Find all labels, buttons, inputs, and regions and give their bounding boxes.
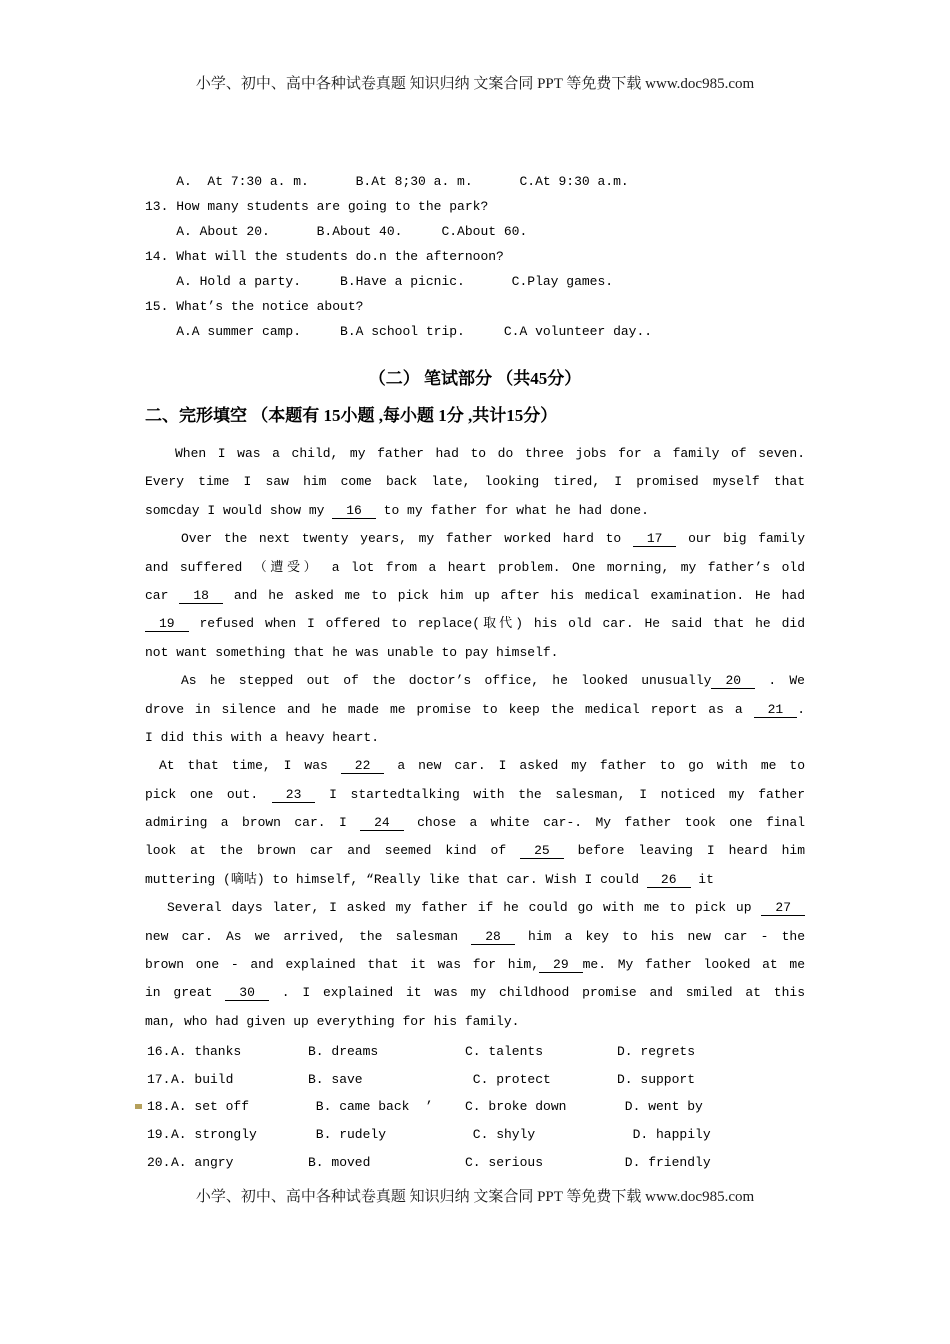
cloze-section-heading: 二、完形填空 （本题有 15小题 ,每小题 1分 ,共计15分）: [145, 406, 558, 425]
option-b: B. rudely: [308, 1126, 387, 1142]
option-number: 20.: [147, 1154, 171, 1170]
passage-line: Every time I saw him come back late, looking tired, I promised myself that: [145, 474, 805, 490]
passage-line: new car. As we arrived, the salesman 28 him a key to his new car - the: [145, 928, 805, 944]
passage-line: muttering (嘀咕) to himself, “Really like that car. Wish I could 26 it: [145, 871, 714, 887]
option-b: B. save: [308, 1071, 363, 1087]
listening-line: A. At 7:30 a. m. B.At 8;30 a. m. C.At 9:30 a.m.: [145, 174, 629, 189]
option-a: A. thanks: [171, 1044, 242, 1060]
option-number: 19.: [147, 1126, 171, 1142]
option-d: D. support: [617, 1071, 696, 1087]
option-row: [147, 1093, 827, 1121]
passage-line: I did this with a heavy heart.: [145, 729, 380, 745]
option-number: 17.: [147, 1071, 171, 1087]
passage-line: man, who had given up everything for his family.: [145, 1013, 520, 1029]
option-c: C. broke down: [465, 1099, 567, 1115]
option-number: 16.: [147, 1044, 171, 1060]
passage-line: not want something that he was unable to pay himself.: [145, 644, 559, 660]
option-c: C. serious: [465, 1154, 544, 1170]
option-b: B. moved: [308, 1154, 371, 1170]
cloze-blank-29: 29: [539, 957, 583, 973]
passage-line: As he stepped out of the doctor’s office, he looked unusually 20 . We: [181, 673, 805, 689]
listening-line: 15. What’s the notice about?: [145, 299, 364, 314]
passage-line: pick one out. 23 I startedtalking with the salesman, I noticed my father: [145, 786, 805, 802]
listening-questions: [145, 169, 950, 344]
cloze-options: [147, 1038, 827, 1176]
listening-line: A.A summer camp. B.A school trip. C.A volunteer day..: [145, 324, 653, 339]
cloze-blank-17: 17: [633, 531, 677, 547]
cloze-blank-16: 16: [332, 503, 376, 519]
passage-line: and suffered （遭受） a lot from a heart problem. One morning, my father’s old: [145, 559, 805, 575]
cloze-blank-25: 25: [520, 843, 564, 859]
option-number: 18.: [147, 1099, 171, 1115]
cloze-blank-18: 18: [179, 588, 223, 604]
passage-line: 19 refused when I offered to replace(取代) his old car. He said that he did: [145, 610, 805, 638]
passage-line: brown one - and explained that it was for him, 29 me. My father looked at me: [145, 957, 805, 973]
footer-watermark: 小学、初中、高中各种试卷真题 知识归纳 文案合同 PPT 等免费下载 www.doc985.com: [195, 1189, 755, 1206]
option-row: [147, 1066, 827, 1094]
option-row: [147, 1038, 827, 1066]
cloze-passage: [145, 440, 805, 1036]
passage-line: car 18 and he asked me to pick him up after his medical examination. He had: [145, 587, 805, 603]
cloze-blank-23: 23: [272, 787, 316, 803]
cloze-blank-24: 24: [360, 815, 404, 831]
option-c: C. protect: [465, 1071, 551, 1087]
cloze-blank-27: 27: [761, 900, 805, 916]
cloze-blank-28: 28: [471, 929, 515, 945]
option-a: A. strongly: [171, 1126, 257, 1142]
option-row: [147, 1149, 827, 1177]
cloze-blank-19: 19: [145, 616, 189, 632]
option-d: D. went by: [617, 1099, 703, 1115]
option-a: A. set off: [171, 1099, 250, 1115]
option-a: A. angry: [171, 1154, 234, 1170]
option-c: C. talents: [465, 1044, 544, 1060]
option-b: B. dreams: [308, 1044, 379, 1060]
passage-line: drove in silence and he made me promise to keep the medical report as a 21 .: [145, 701, 805, 717]
listening-line: A. About 20. B.About 40. C.About 60.: [145, 224, 528, 239]
passage-line: At that time, I was 22 a new car. I asked my father to go with me to: [159, 758, 805, 774]
option-d: D. regrets: [617, 1044, 696, 1060]
option-a: A. build: [171, 1071, 234, 1087]
passage-line: look at the brown car and seemed kind of 25 before leaving I heard him: [145, 843, 805, 859]
option-row: [147, 1121, 827, 1149]
cloze-blank-26: 26: [647, 872, 691, 888]
option-c: C. shyly: [465, 1126, 536, 1142]
option-d: D. happily: [617, 1126, 711, 1142]
passage-line: in great 30 . I explained it was my childhood promise and smiled at this: [145, 985, 805, 1001]
cloze-blank-22: 22: [341, 758, 385, 774]
cloze-blank-21: 21: [754, 702, 798, 718]
passage-line: When I was a child, my father had to do three jobs for a family of seven.: [175, 446, 805, 461]
passage-line: Over the next twenty years, my father worked hard to 17 our big family: [181, 531, 805, 547]
cloze-blank-20: 20: [711, 673, 755, 689]
option-d: D. friendly: [617, 1154, 711, 1170]
passage-line: admiring a brown car. I 24 chose a white car-. My father took one final: [145, 815, 805, 831]
header-watermark: 小学、初中、高中各种试卷真题 知识归纳 文案合同 PPT 等免费下载 www.doc985.com: [195, 76, 755, 92]
bullet-marker: [135, 1104, 142, 1109]
passage-line: Several days later, I asked my father if he could go with me to pick up 27: [145, 894, 805, 922]
listening-line: 13. How many students are going to the park?: [145, 199, 489, 214]
option-b: B. came back ’: [308, 1099, 433, 1115]
passage-line: somcday I would show my 16 to my father for what he had done.: [145, 502, 649, 518]
written-section-heading: （二） 笔试部分 （共45分）: [368, 369, 582, 388]
cloze-blank-30: 30: [225, 985, 269, 1001]
listening-line: 14. What will the students do.n the afternoon?: [145, 249, 504, 264]
listening-line: A. Hold a party. B.Have a picnic. C.Play games.: [145, 274, 614, 289]
